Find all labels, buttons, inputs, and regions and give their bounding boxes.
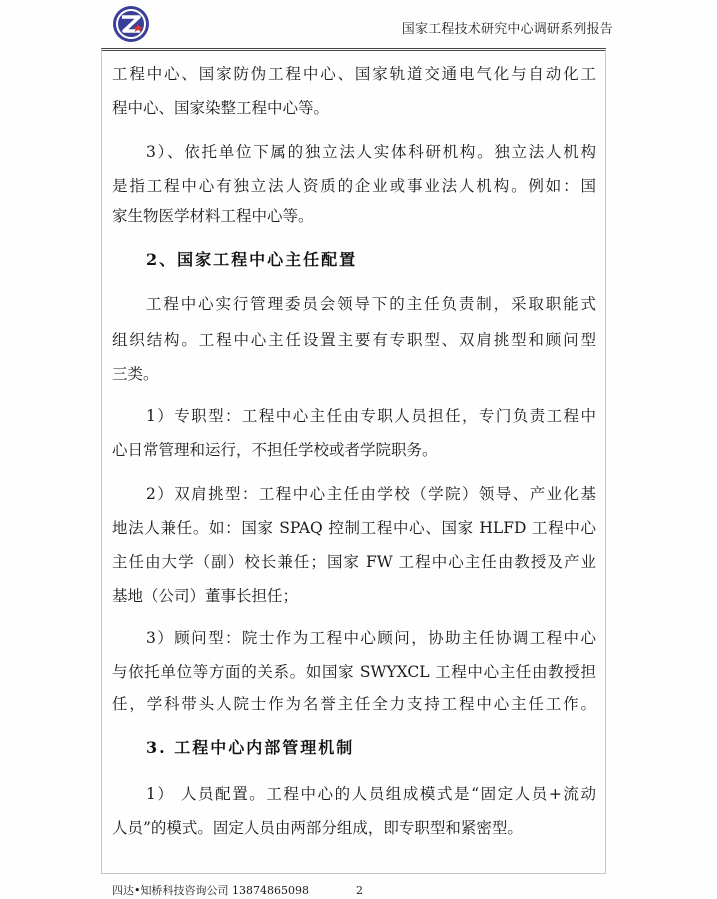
paragraph-line: 1） 人员配置。工程中心的人员组成模式是“固定人员+流动 bbox=[146, 785, 596, 803]
paragraph-line: 2）双肩挑型：工程中心主任由学校（学院）领导、产业化基 bbox=[146, 485, 596, 503]
paragraph-line: 程中心、国家染整工程中心等。 bbox=[112, 99, 330, 117]
section-heading: 2、国家工程中心主任配置 bbox=[146, 250, 358, 269]
footer-company: 四达•知桥科技咨询公司 bbox=[112, 884, 229, 897]
paragraph-line: 1）专职型：工程中心主任由专职人员担任，专门负责工程中 bbox=[146, 407, 596, 425]
paragraph-line: 3）、依托单位下属的独立法人实体科研机构。独立法人机构 bbox=[146, 143, 596, 161]
paragraph-line: 心日常管理和运行，不担任学校或者学院职务。 bbox=[112, 441, 438, 459]
paragraph-line: 基地（公司）董事长担任； bbox=[112, 587, 299, 605]
paragraph-line: 人员”的模式。固定人员由两部分组成，即专职型和紧密型。 bbox=[112, 819, 523, 837]
paragraph-line: 三类。 bbox=[112, 365, 159, 383]
page-number: 2 bbox=[356, 884, 363, 897]
paragraph-line: 3）顾问型：院士作为工程中心顾问，协助主任协调工程中心 bbox=[146, 629, 596, 647]
company-logo-icon bbox=[111, 4, 151, 44]
paragraph-line: 工程中心、国家防伪工程中心、国家轨道交通电气化与自动化工 bbox=[112, 65, 596, 83]
paragraph-line: 组织结构。工程中心主任设置主要有专职型、双肩挑型和顾问型 bbox=[112, 331, 596, 349]
paragraph-line: 地法人兼任。如：国家 SPAQ 控制工程中心、国家 HLFD 工程中心 bbox=[112, 519, 596, 537]
paragraph-line: 与依托单位等方面的关系。如国家 SWYXCL 工程中心主任由教授担 bbox=[112, 663, 596, 681]
paragraph-line: 是指工程中心有独立法人资质的企业或事业法人机构。例如：国 bbox=[112, 177, 596, 195]
paragraph-line: 工程中心实行管理委员会领导下的主任负责制，采取职能式 bbox=[146, 295, 596, 313]
section-heading: 3. 工程中心内部管理机制 bbox=[146, 738, 355, 757]
header-title: 国家工程技术研究中心调研系列报告 bbox=[401, 22, 613, 37]
paragraph-line: 任，学科带头人院士作为名誉主任全力支持工程中心主任工作。 bbox=[112, 695, 596, 713]
paragraph-line: 家生物医学材料工程中心等。 bbox=[112, 207, 314, 225]
paragraph-line: 主任由大学（副）校长兼任；国家 FW 工程中心主任由教授及产业 bbox=[112, 553, 596, 571]
footer-phone: 13874865098 bbox=[232, 884, 309, 897]
